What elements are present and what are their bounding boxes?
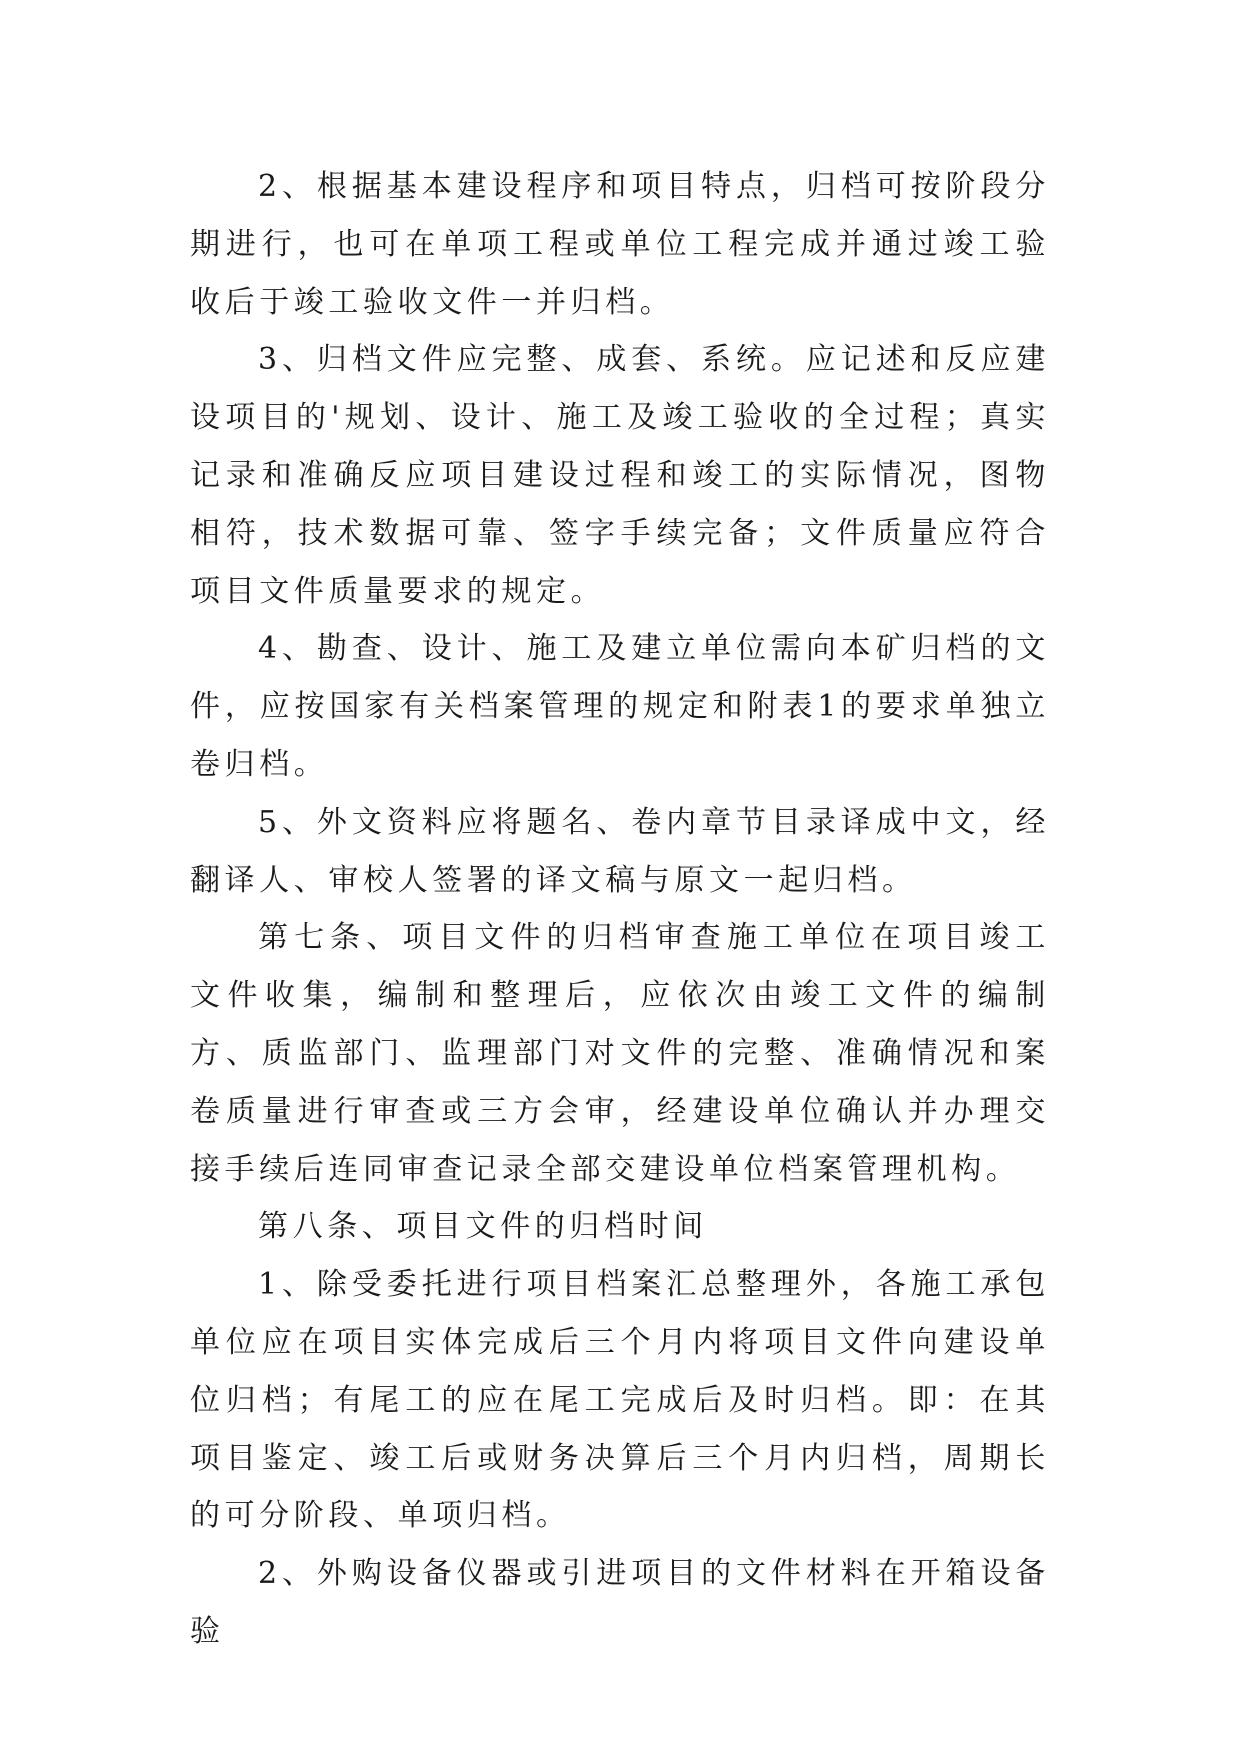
paragraph-article-seven: 第七条、项目文件的归档审查施工单位在项目竣工文件收集，编制和整理后，应依次由竣工文件的编制方、质监部门、监理部门对文件的完整、准确情况和案卷质量进行审查或三方会审，经建设单位确认并办理交接手续后连同审查记录全部交建设单位档案管理机构。 [190,920,1050,1187]
paragraph-foreign-materials: 5、外文资料应将题名、卷内章节目录译成中文，经翻译人、审校人签署的译文稿与原文一起归档。 [190,804,1050,898]
paragraph-archiving-time: 1、除受委托进行项目档案汇总整理外，各施工承包单位应在项目实体完成后三个月内将项目文件向建设单位归档；有尾工的应在尾工完成后及时归档。即：在其项目鉴定、竣工后或财务决算后三个月内归档，周期长的可分阶段、单项归档。 [190,1267,1050,1534]
paragraph-contractor-archiving: 4、勘查、设计、施工及建立单位需向本矿归档的文件，应按国家有关档案管理的规定和附表1的要求单独立卷归档。 [190,631,1050,782]
paragraph-archiving-by-stage: 2、根据基本建设程序和项目特点，归档可按阶段分期进行，也可在单项工程或单位工程完成并通过竣工验收后于竣工验收文件一并归档。 [190,169,1050,320]
paragraph-purchased-equipment: 2、外购设备仪器或引进项目的文件材料在开箱设备验 [190,1556,1050,1649]
paragraph-article-eight-heading: 第八条、项目文件的归档时间 [258,1209,708,1245]
document-body [190,158,1050,1661]
paragraph-archive-completeness: 3、归档文件应完整、成套、系统。应记述和反应建设项目的'规划、设计、施工及竣工验收的全过程；真实记录和准确反应项目建设过程和竣工的实际情况，图物相符，技术数据可靠、签字手续完备；文件质量应符合项目文件质量要求的规定。 [190,342,1050,609]
